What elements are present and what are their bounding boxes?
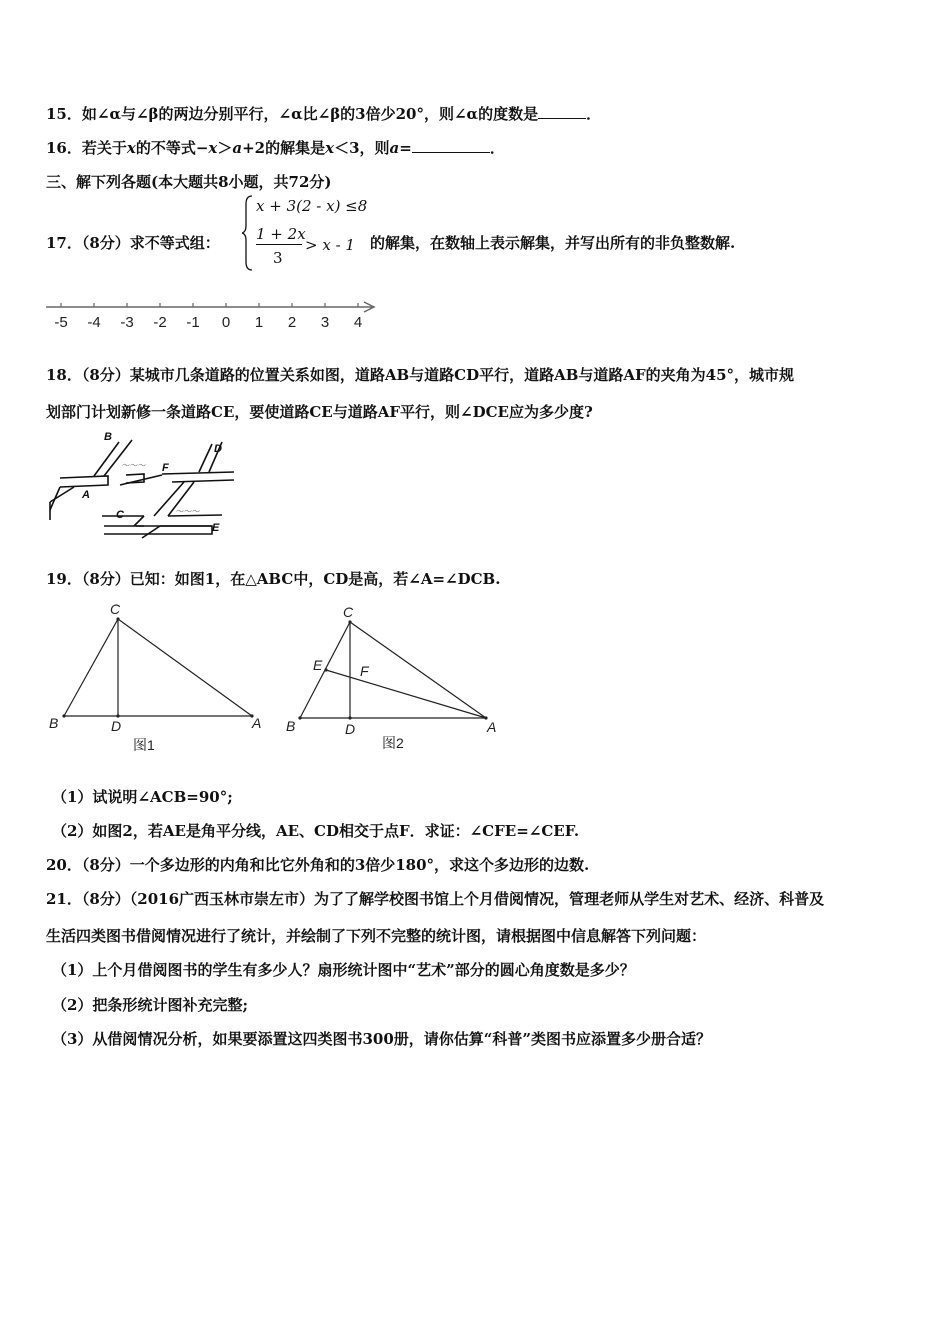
q16-text-6: = [399,139,412,157]
fig2-label-b: B [286,718,296,734]
triangle-figure-1 [44,598,274,758]
q19-part-2: （2）如图2，若AE是角平分线，AE、CD相交于点F．求证：∠CFE=∠CEF. [52,822,580,840]
number-line-tick-label: -3 [120,314,134,331]
q21-part-2: （2）把条形统计图补充完整; [52,996,248,1014]
q17-ineq-2-rhs: > x - 1 [305,236,355,254]
question-16 [46,137,505,158]
q16-text-4: +2的解集是 [242,139,326,157]
q16-var-x3: x [325,139,335,157]
q21-line-2: 生活四类图书借阅情况进行了统计，并绘制了下列不完整的统计图，请根据图中信息解答下列问题： [46,927,707,945]
number-line-tick-label: 1 [254,314,264,331]
q17-frac-denominator: 3 [273,249,283,267]
q15-answer-blank[interactable] [538,104,586,119]
q17-ineq-1: x + 3(2 - x) ≤8 [256,197,368,215]
q21-part-3: （3）从借阅情况分析，如果要添置这四类图书300册，请你估算“科普”类图书应添置多少册合适？ [52,1030,712,1048]
q16-text-5: ＜3，则 [334,139,390,157]
fig1-label-c: C [110,601,121,617]
q16-var-x2: x [208,139,218,157]
q17-inequality-system [242,194,366,272]
q18-line-2: 划部门计划新修一条道路CE，要使道路CE与道路AF平行，则∠DCE应为多少度? [46,403,593,421]
q16-var-a1: a [232,139,243,157]
q16-var-a2: a [389,139,400,157]
number-line-tick-label: -4 [87,314,101,331]
number-line [40,294,385,334]
number-line-tick-label: 3 [320,314,330,331]
svg-text:～～～: ～～～ [122,461,146,470]
q21-line-1: 21．（8分）（2016广西玉林市崇左市）为了了解学校图书馆上个月借阅情况，管理老师从学生对艺术、经济、科普及 [46,890,825,908]
road-label-c: C [116,509,124,521]
q16-var-x1: x [126,139,136,157]
q15-text: 15．如∠α与∠β的两边分别平行，∠α比∠β的3倍少20°，则∠α的度数是 [46,105,539,123]
q17-tail: 的解集，在数轴上表示解集，并写出所有的非负整数解. [370,234,736,252]
q16-text-3: ＞ [217,139,233,157]
roads-diagram [44,430,234,540]
triangle-figure-2 [282,598,512,758]
fig2-label-d: D [345,721,356,737]
road-label-f: F [162,462,169,474]
number-line-tick-label: 0 [221,314,231,331]
q16-answer-blank[interactable] [412,138,490,153]
road-label-e: E [212,522,220,534]
road-label-b: B [104,431,112,443]
section-3-heading: 三、解下列各题(本大题共8小题，共72分) [46,173,332,191]
q21-part-1: （1）上个月借阅图书的学生有多少人？扇形统计图中“艺术”部分的圆心角度数是多少？ [52,961,635,979]
q17-number: 17．（8分）求不等式组： [46,234,220,252]
fig1-label-a: A [252,715,262,731]
q17-brace [242,194,254,272]
q17-frac-bar [256,244,302,245]
q18-line-1: 18．（8分）某城市几条道路的位置关系如图，道路AB与道路CD平行，道路AB与道路AF的夹角为45°，城市规 [46,366,795,384]
fig1-caption: 图1 [133,737,155,753]
fig1-label-d: D [111,718,122,734]
road-label-d: D [214,443,222,455]
number-line-tick-label: -1 [186,314,200,331]
q17-frac-numerator: 1 + 2x [256,225,306,243]
q19-stem: 19．（8分）已知：如图1，在△ABC中，CD是高，若∠A=∠DCB. [46,570,501,588]
q16-text-1: 16．若关于 [46,139,127,157]
question-20: 20．（8分）一个多边形的内角和比它外角和的3倍少180°，求这个多边形的边数. [46,856,590,874]
question-15 [46,103,601,124]
fig1-label-b: B [49,715,59,731]
fig2-caption: 图2 [382,735,404,751]
svg-text:～～～: ～～～ [176,507,200,516]
q15-suffix: ． [586,105,602,123]
number-line-tick-label: 2 [287,314,297,331]
road-label-a: A [82,489,90,501]
q16-text-2: 的不等式− [135,139,209,157]
number-line-tick-label: -2 [153,314,167,331]
number-line-tick-label: -5 [54,314,68,331]
fig2-label-c: C [343,604,354,620]
fig2-label-f: F [360,663,369,679]
q19-part-1: （1）试说明∠ACB=90°; [52,788,233,806]
number-line-tick-label: 4 [353,314,363,331]
fig2-label-a: A [487,719,497,735]
q16-suffix: ． [489,139,505,157]
fig2-label-e: E [313,657,323,673]
